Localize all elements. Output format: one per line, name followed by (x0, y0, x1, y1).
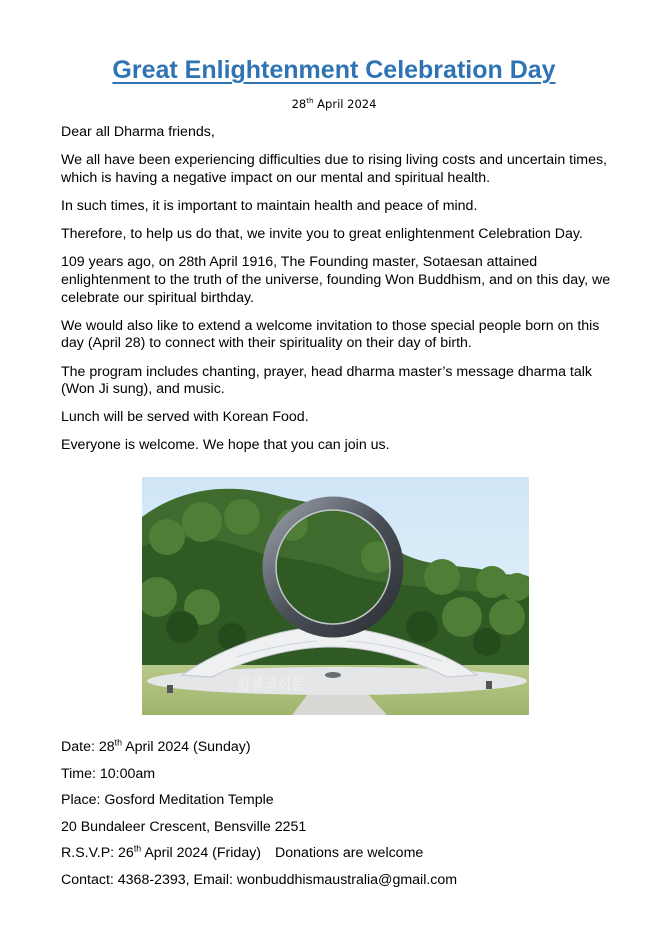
invitation-body (61, 124, 621, 466)
detail-donations: Donations are welcome (275, 845, 424, 862)
detail-date-prefix: Date: 28 (61, 739, 115, 755)
paragraph-history: 109 years ago, on 28th April 1916, The Founding master, Sotaesan attained enlightenment to the truth of the universe, founding Won Buddhism, and on this day, we celebrate our spiritual birthday. (61, 254, 611, 306)
event-details (61, 737, 621, 897)
flyer-date-day: 28 (291, 97, 307, 111)
paragraph-program: The program includes chanting, prayer, head dharma master’s message dharma talk (Won Ji sung), and music. (61, 363, 592, 398)
detail-rsvp (61, 843, 621, 870)
detail-rsvp-prefix: R.S.V.P: 26 (61, 845, 134, 862)
detail-date (61, 737, 621, 764)
detail-place: Place: Gosford Meditation Temple (61, 792, 274, 809)
detail-rsvp-suffix: April 2024 (Friday) (141, 845, 262, 862)
greeting: Dear all Dharma friends, (61, 124, 215, 140)
monument-photo (142, 477, 529, 715)
paragraph-health: In such times, it is important to maintain health and peace of mind. (61, 197, 478, 214)
paragraph-difficulties: We all have been experiencing difficulties due to rising living costs and uncertain times, which is having a negative impact on our mental and spiritual health. (61, 152, 607, 186)
detail-rsvp-ordinal: th (133, 843, 142, 854)
paragraph-invite: Therefore, to help us do that, we invite you to great enlightenment Celebration Day. (61, 226, 583, 243)
flyer-date-rest: April 2024 (313, 97, 377, 111)
detail-date-ordinal: th (114, 737, 122, 748)
detail-time: Time: 10:00am (61, 765, 156, 782)
paragraph-lunch: Lunch will be served with Korean Food. (61, 409, 309, 426)
flyer-date (0, 97, 668, 111)
paragraph-birthdays: We would also like to extend a welcome invitation to those special people born on this day (April 28) to connect with their spirituality on their day of birth. (61, 317, 600, 352)
detail-address: 20 Bundaleer Crescent, Bensville 2251 (61, 818, 307, 835)
detail-date-suffix: April 2024 (Sunday) (121, 739, 251, 755)
paragraph-welcome: Everyone is welcome. We hope that you can join us. (61, 437, 390, 454)
flyer-title: Great Enlightenment Celebration Day (112, 56, 556, 84)
detail-contact: Contact: 4368-2393, Email: wonbuddhismaustralia@gmail.com (61, 871, 458, 888)
flyer-date-ordinal: th (306, 96, 314, 106)
photo-watermark: 원불교신문 (237, 677, 305, 693)
